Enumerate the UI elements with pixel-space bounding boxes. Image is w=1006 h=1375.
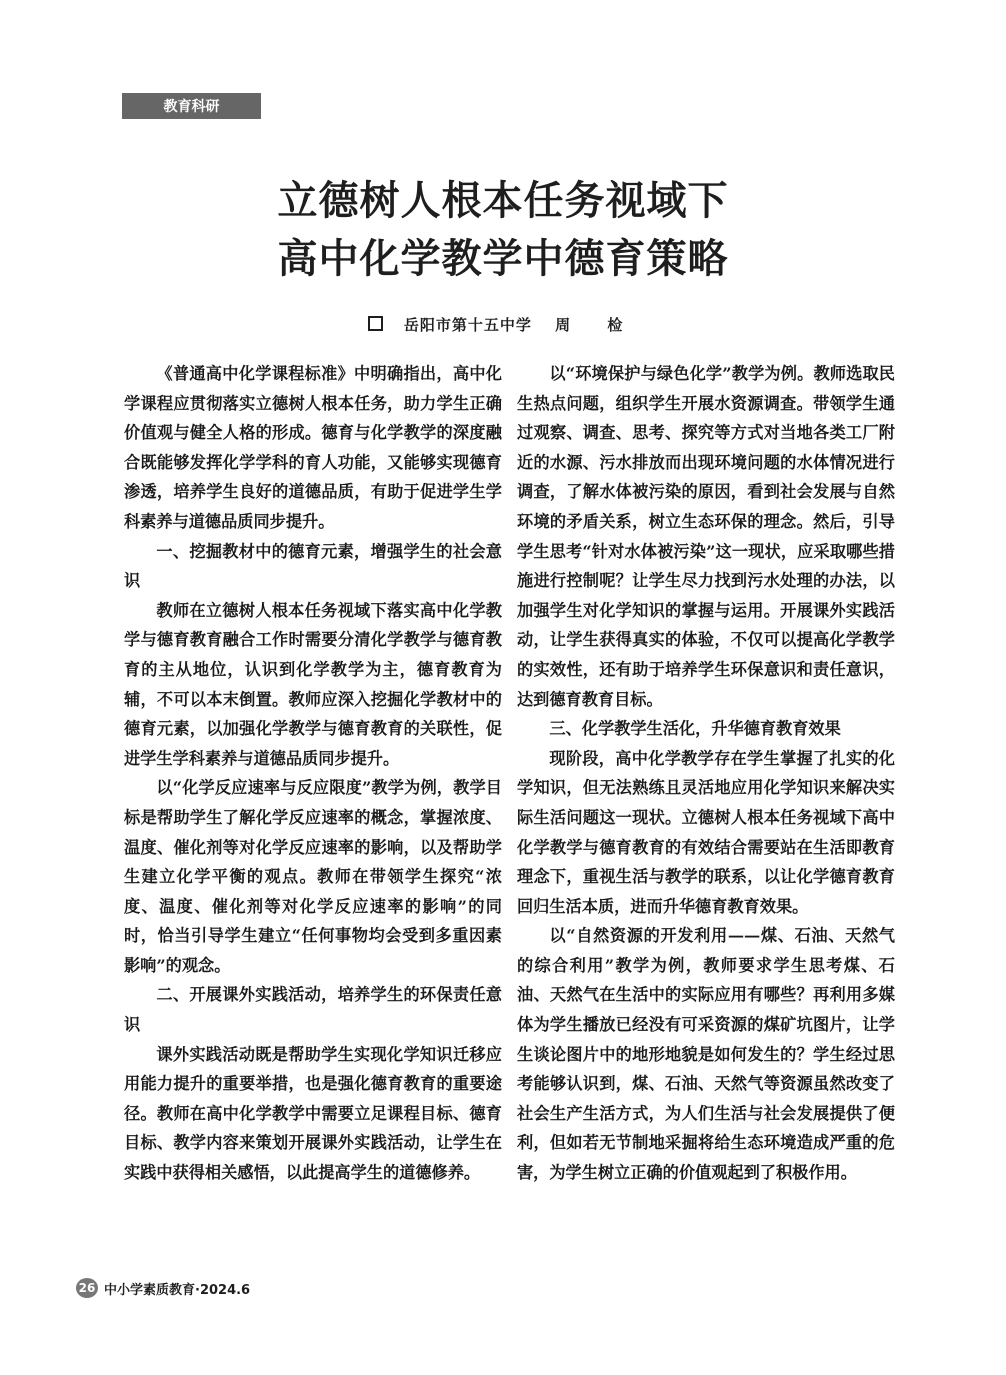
paragraph: 现阶段，高中化学教学存在学生掌握了扎实的化学知识，但无法熟练且灵活地应用化学知识来解决实际生活问题这一现状。立德树人根本任务视域下高中化学教学与德育教育的有效结合需要站在生活即教育理念下，重视生活与教学的联系，以让化学德育教育回归生活本质，进而升华德育教育效果。 [517,748,895,916]
square-bullet-icon [368,316,383,331]
paragraph: 课外实践活动既是帮助学生实现化学知识迁移应用能力提升的重要举措，也是强化德育教育的重要途径。教师在高中化学教学中需要立足课程目标、德育目标、教学内容来策划开展课外实践活动，让学生在实践中获得相关感悟，以此提高学生的道德修养。 [124,1044,502,1183]
left-column [124,359,502,1188]
section-heading: 二、开展课外实践活动，培养学生的环保责任意识 [124,985,502,1035]
article-title [0,172,1006,288]
title-line-2: 高中化学教学中德育策略 [277,236,729,282]
byline [0,314,1006,335]
right-column [517,359,895,1188]
section-heading: 一、挖掘教材中的德育元素，增强学生的社会意识 [124,541,502,591]
section-heading: 三、化学教学生活化，升华德育教育效果 [549,719,841,739]
paragraph: 以“环境保护与绿色化学”教学为例。教师选取民生热点问题，组织学生开展水资源调查。带领学生通过观察、调查、思考、探究等方式对当地各类工厂附近的水源、污水排放而出现环境问题的水体情况进行调查，了解水体被污染的原因，看到社会发展与自然环境的矛盾关系，树立生态环保的理念。然后，引导学生思考“针对水体被污染”这一现状，应采取哪些措施进行控制呢？让学生尽力找到污水处理的办法，以加强学生对化学知识的掌握与运用。开展课外实践活动，让学生获得真实的体验，不仅可以提高化学教学的实效性，还有助于培养学生环保意识和责任意识，达到德育教育目标。 [517,364,895,709]
section-tag: 教育科研 [122,93,261,119]
journal-name: 中小学素质教育·2024.6 [104,1282,251,1298]
page-number: 26 [76,1278,98,1298]
paragraph: 以“化学反应速率与反应限度”教学为例，教学目标是帮助学生了解化学反应速率的概念，掌握浓度、温度、催化剂等对化学反应速率的影响，以及帮助学生建立化学平衡的观点。教师在带领学生探究“浓度、温度、催化剂等对化学反应速率的影响”的同时，恰当引导学生建立“任何事物均会受到多重因素影响”的观念。 [124,778,502,975]
page-footer [76,1278,250,1298]
author-school: 岳阳市第十五中学 [403,316,532,334]
paragraph: 《普通高中化学课程标准》中明确指出，高中化学课程应贯彻落实立德树人根本任务，助力学生正确价值观与健全人格的形成。德育与化学教学的深度融合既能够发挥化学学科的育人功能，又能够实现德育渗透，培养学生良好的道德品质，有助于促进学生学科素养与道德品质同步提升。 [124,364,502,531]
paragraph: 教师在立德树人根本任务视域下落实高中化学教学与德育教育融合工作时需要分清化学教学与德育教育的主从地位，认识到化学教学为主，德育教育为辅，不可以本末倒置。教师应深入挖掘化学教材中的德育元素，以加强化学教学与德育教育的关联性，促进学生学科素养与道德品质同步提升。 [124,600,502,768]
paragraph: 以“自然资源的开发利用——煤、石油、天然气的综合利用”教学为例，教师要求学生思考煤、石油、天然气在生活中的实际应用有哪些？再利用多媒体为学生播放已经没有可采资源的煤矿坑图片，让学生谈论图片中的地形地貌是如何发生的？学生经过思考能够认识到，煤、石油、天然气等资源虽然改变了社会生产生活方式，为人们生活与社会发展提供了便利，但如若无节制地采掘将给生态环境造成严重的危害，为学生树立正确的价值观起到了积极作用。 [517,926,895,1183]
title-line-1: 立德树人根本任务视域下 [277,178,729,224]
author-name: 周 检 [555,316,639,334]
